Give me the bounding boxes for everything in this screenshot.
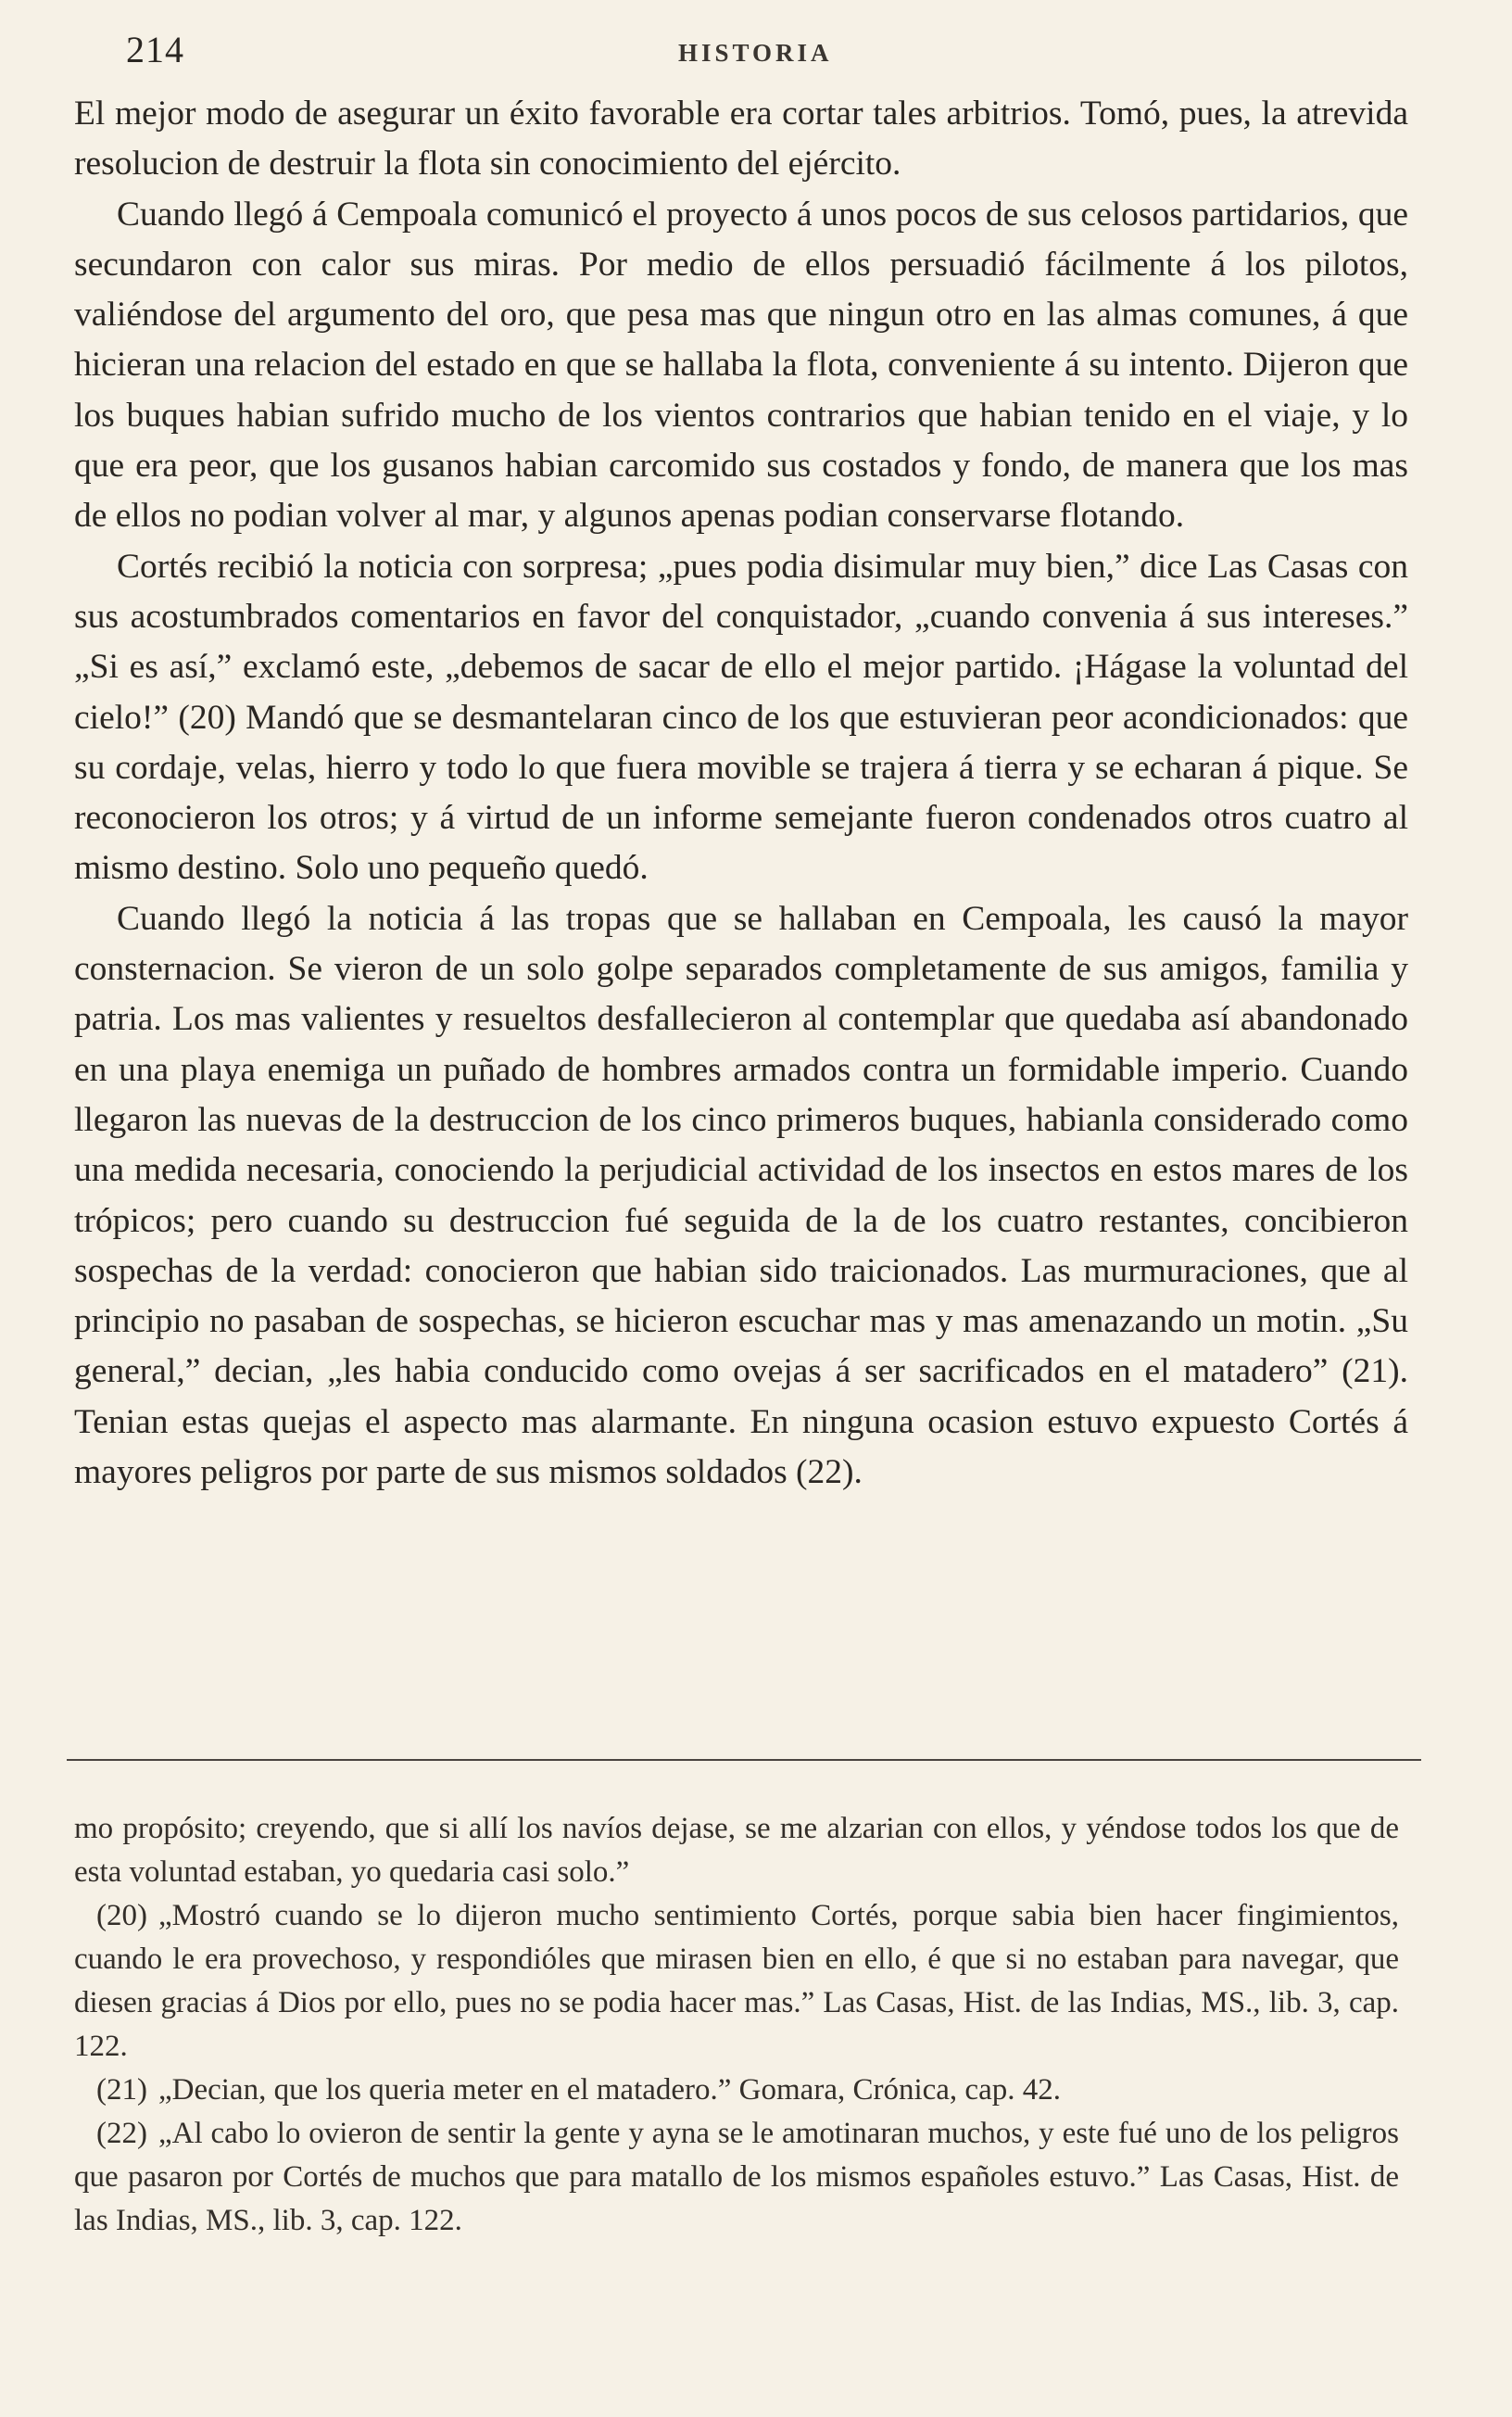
footnote-divider bbox=[67, 1759, 1421, 1761]
body-paragraph: Cortés recibió la noticia con sorpresa; „pues podia disimular muy bien,” dice Las Casas con sus acostumbrados comentarios en favor del conquistador, „cuando convenia á sus intereses.” „Si es así,” exclamó este, „debemos de sacar de ello el mejor partido. ¡Hágase la voluntad del cielo!” (20) Mandó que se desmantelaran cinco de los que estuvieran peor acondicionados: que su cordaje, velas, hierro y todo lo que fuera movible se trajera á tierra y se echaran á pique. Se reconocieron los otros; y á virtud de un informe semejante fueron condenados otros cuatro al mismo destino. Solo uno pequeño quedó. bbox=[74, 547, 1408, 888]
body-paragraph: El mejor modo de asegurar un éxito favorable era cortar tales arbitrios. Tomó, pues, la atrevida resolucion de destruir la flota sin conocimiento del ejército. bbox=[74, 95, 1408, 183]
footnote bbox=[74, 1894, 1399, 2069]
body-paragraph: Cuando llegó á Cempoala comunicó el proyecto á unos pocos de sus celosos partidarios, que secundaron con calor sus miras. Por medio de ellos persuadió fácilmente á los pilotos, valiéndose del argumento del oro, que pesa mas que ningun otro en las almas comunes, á que hicieran una relacion del estado en que se hallaba la flota, conveniente á su intento. Dijeron que los buques habian sufrido mucho de los vientos contrarios que habian tenido en el viaje, y lo que era peor, que los gusanos habian carcomido sus costados y fondo, de manera que los mas de ellos no podian volver al mar, y algunos apenas podian conservarse flotando. bbox=[74, 195, 1408, 536]
footnote-number: (20) bbox=[96, 1899, 147, 1932]
main-text bbox=[74, 89, 1408, 1498]
footnote-continuation: mo propósito; creyendo, que si allí los navíos dejase, se me alzarian con ellos, y yéndose todos los que de esta voluntad estaban, yo quedaria casi solo.” bbox=[74, 1812, 1399, 1889]
footnote-number: (21) bbox=[96, 2073, 147, 2107]
footnote-text: „Al cabo lo ovieron de sentir la gente y ayna se le amotinaran muchos, y este fué uno de los peligros que pasaron por Cortés de muchos que para matallo de los mismos españoles estuvo.” Las Casas, Hist. de las Indias, MS., lib. 3, cap. 122. bbox=[74, 2117, 1399, 2237]
footnotes bbox=[74, 1807, 1399, 2243]
body-paragraph: Cuando llegó la noticia á las tropas que se hallaban en Cempoala, les causó la mayor consternacion. Se vieron de un solo golpe separados completamente de sus amigos, familia y patria. Los mas valientes y resueltos desfallecieron al contemplar que quedaba así abandonado en una playa enemiga un puñado de hombres armados contra un formidable imperio. Cuando llegaron las nuevas de la destruccion de los cinco primeros buques, habianla considerado como una medida necesaria, conociendo la perjudicial actividad de los insectos en estos mares de los trópicos; pero cuando su destruccion fué seguida de la de los cuatro restantes, concibieron sospechas de la verdad: conocieron que habian sido traicionados. Las murmuraciones, que al principio no pasaban de sospechas, se hicieron escuchar mas y mas amenazando un motin. „Su general,” decian, „les habia conducido como ovejas á ser sacrificados en el matadero” (21). Tenian estas quejas el aspecto mas alarmante. En ninguna ocasion estuvo expuesto Cortés á mayores peligros por parte de sus mismos soldados (22). bbox=[74, 899, 1408, 1492]
page-number: 214 bbox=[126, 29, 184, 70]
footnote bbox=[74, 2112, 1399, 2243]
running-title: HISTORIA bbox=[678, 39, 833, 67]
footnote-text: „Mostró cuando se lo dijeron mucho sentimiento Cortés, porque sabia bien hacer fingimientos, cuando le era provechoso, y respondióles que mirasen bien en ello, é que si no estaban para navegar, que diesen gracias á Dios por ello, pues no se podia hacer mas.” Las Casas, Hist. de las Indias, MS., lib. 3, cap. 122. bbox=[74, 1899, 1399, 2063]
footnote bbox=[74, 2069, 1399, 2112]
running-head bbox=[122, 28, 1419, 83]
footnote-number: (22) bbox=[96, 2117, 147, 2150]
footnote-text: „Decian, que los queria meter en el matadero.” Gomara, Crónica, cap. 42. bbox=[158, 2073, 1061, 2107]
